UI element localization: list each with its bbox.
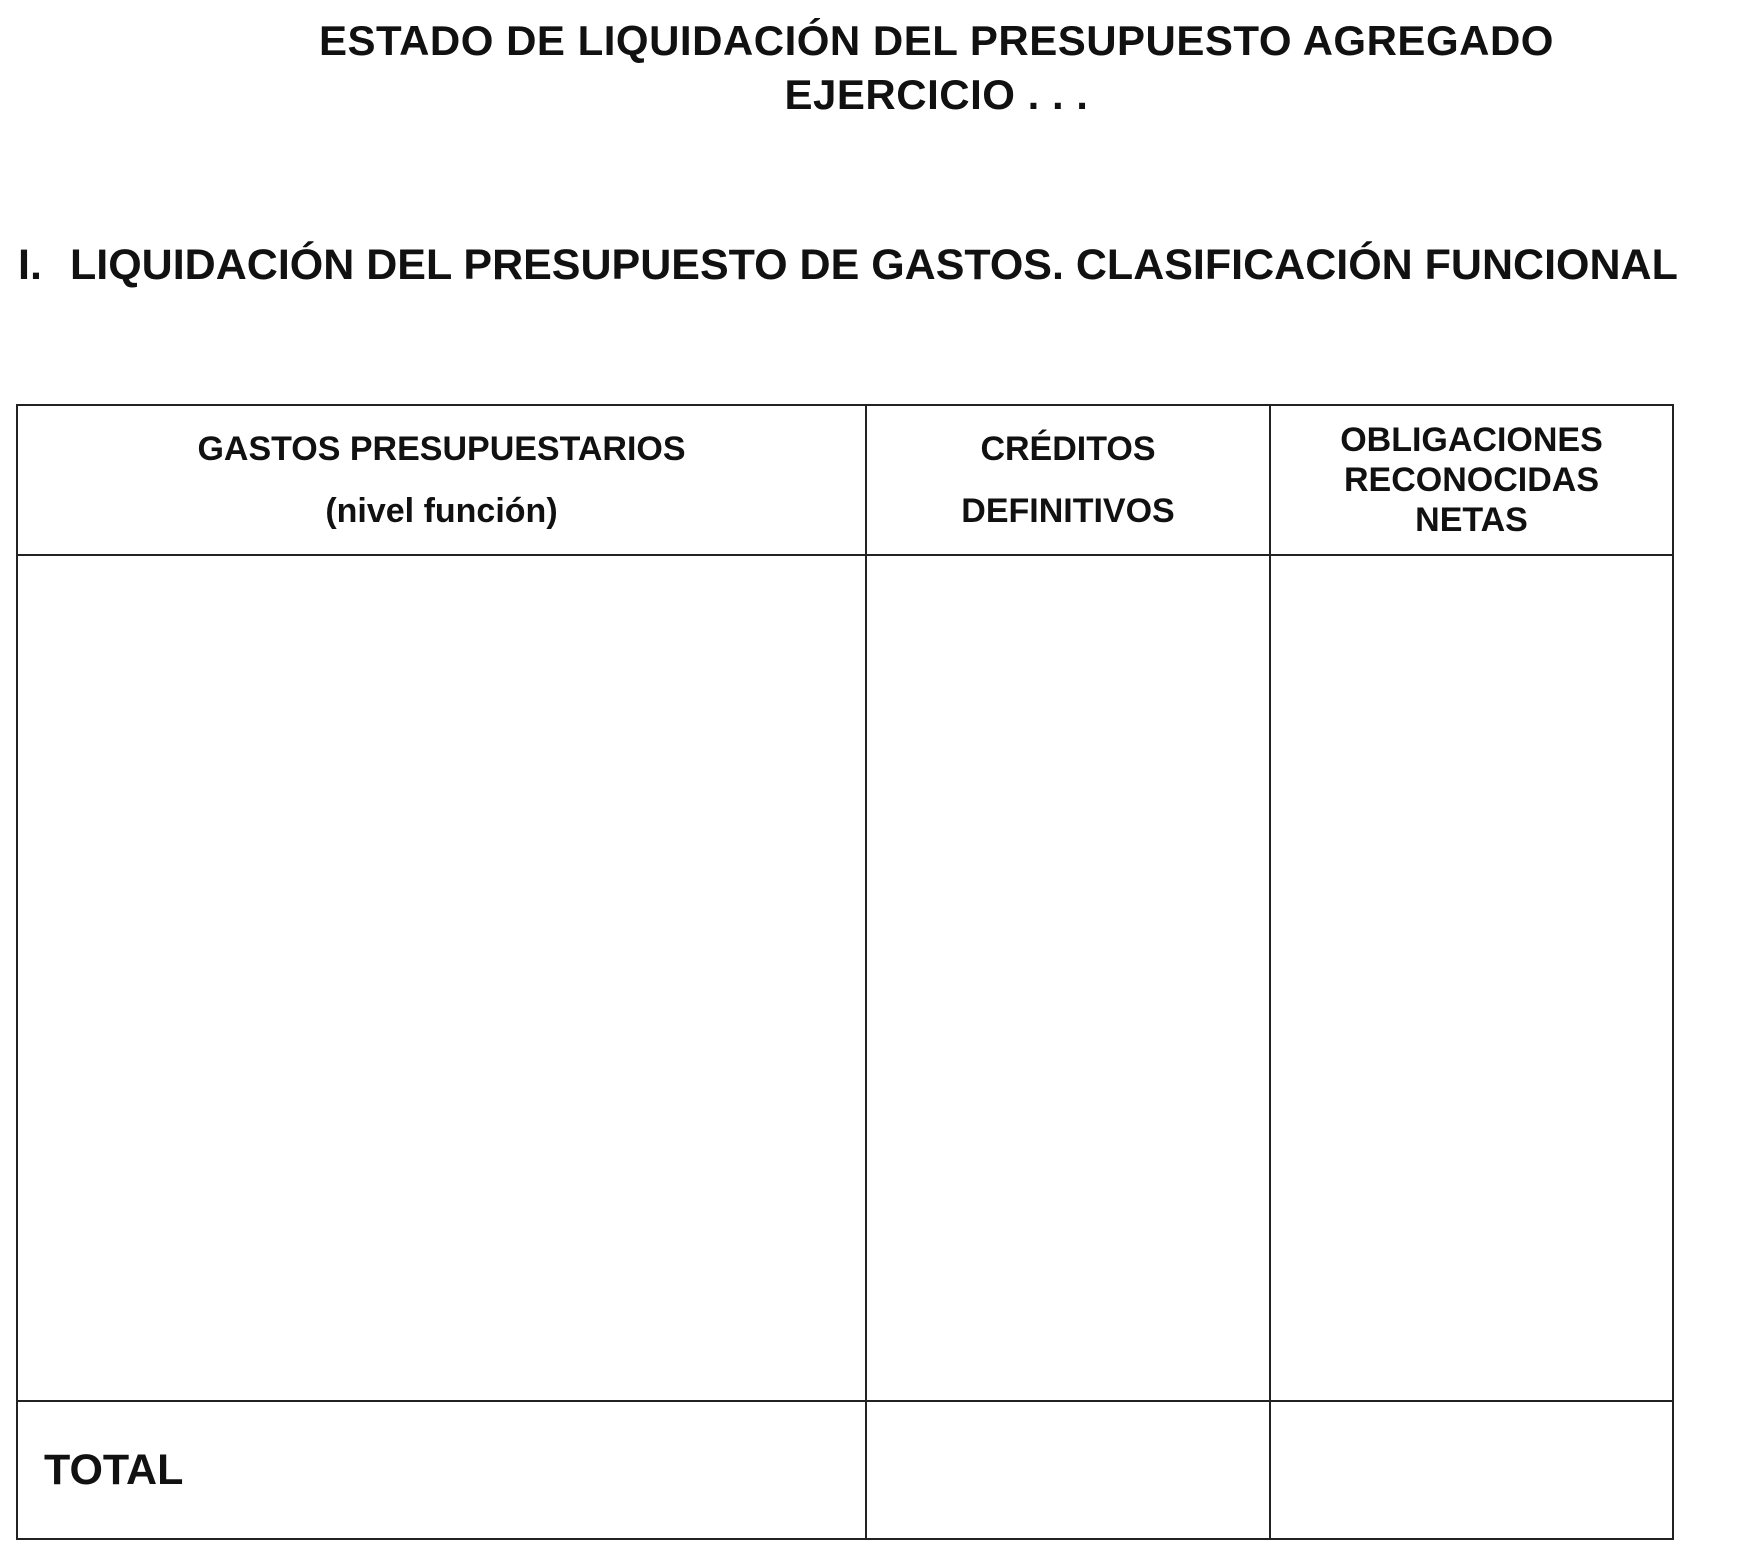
column-header-creditos-line2: DEFINITIVOS (961, 492, 1175, 530)
total-cell-creditos[interactable] (867, 1402, 1271, 1538)
total-cell-obligaciones[interactable] (1271, 1402, 1672, 1538)
body-cell-creditos[interactable] (867, 556, 1271, 1402)
column-header-gastos-line2: (nivel función) (325, 492, 558, 530)
column-header-obligaciones-line3: NETAS (1415, 501, 1528, 539)
document-title-line2: EJERCICIO . . . (784, 71, 1089, 118)
total-label-text: TOTAL (44, 1445, 184, 1494)
column-header-obligaciones-line1: OBLIGACIONES (1340, 421, 1603, 459)
document-title-line1: ESTADO DE LIQUIDACIÓN DEL PRESUPUESTO AGREGADO (319, 17, 1554, 64)
section-number: I. (18, 241, 42, 289)
section-heading-text: LIQUIDACIÓN DEL PRESUPUESTO DE GASTOS. CLASIFICACIÓN FUNCIONAL (70, 241, 1678, 289)
section-heading (18, 238, 1678, 292)
column-header-gastos-line1: GASTOS PRESUPUESTARIOS (197, 430, 686, 468)
document-title (0, 14, 1743, 122)
body-cell-obligaciones[interactable] (1271, 556, 1672, 1402)
column-header-obligaciones (1271, 406, 1672, 556)
column-header-creditos (867, 406, 1271, 556)
column-header-obligaciones-line2: RECONOCIDAS (1343, 461, 1600, 499)
total-label (18, 1402, 867, 1538)
column-header-creditos-line1: CRÉDITOS (980, 430, 1156, 468)
body-cell-gastos[interactable] (18, 556, 867, 1402)
column-header-gastos (18, 406, 867, 556)
budget-table (16, 404, 1674, 1540)
